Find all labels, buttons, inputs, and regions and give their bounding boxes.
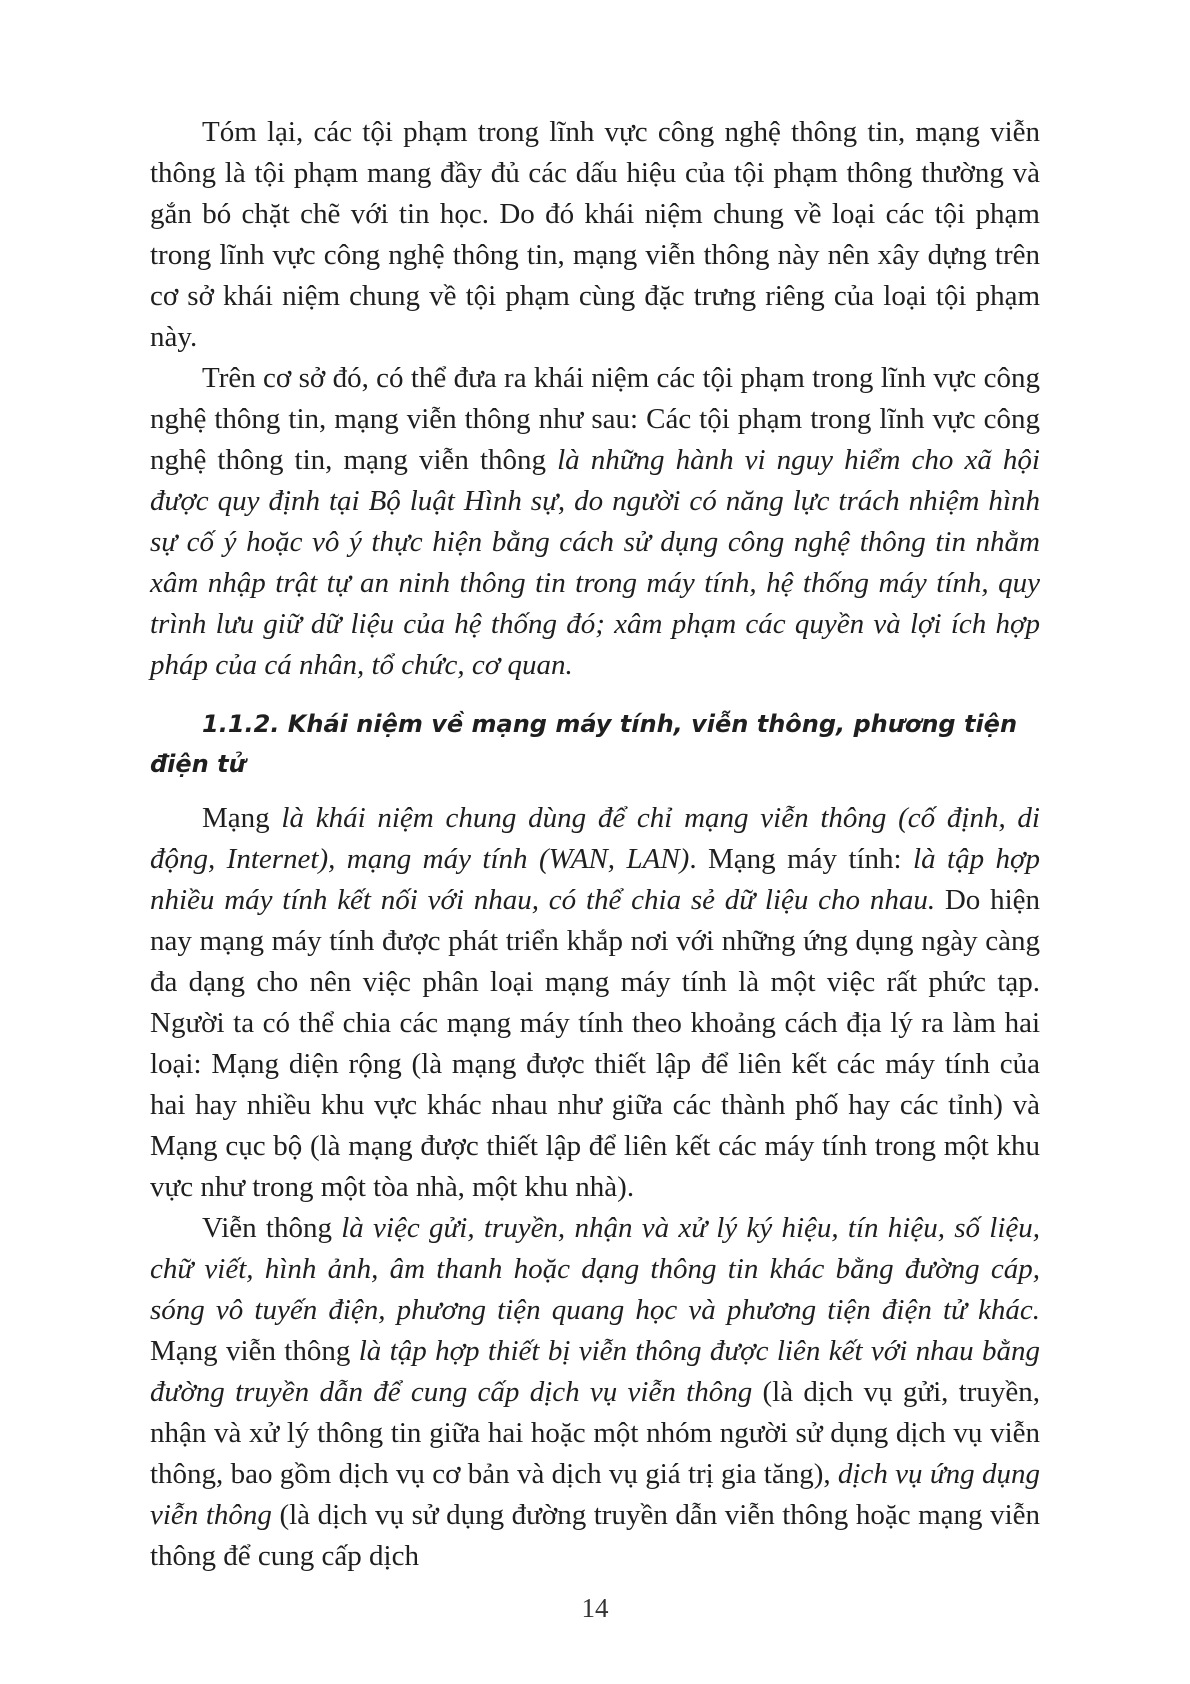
paragraph-network-text-3: Do hiện nay mạng máy tính được phát triển khắp nơi với những ứng dụng ngày càng đa dạng cho nên việc phân loại mạng máy tính là một việc rất phức tạp. Người ta có thể chia các mạng máy tính theo khoảng cách địa lý ra làm hai loại: Mạng diện rộng (là mạng được thiết lập để liên kết các máy tính của hai hay nhiều khu vực khác nhau như giữa các thành phố hay các tỉnh) và Mạng cục bộ (là mạng được thiết lập để liên kết các máy tính trong một khu vực như trong một tòa nhà, một khu nhà). [150,884,1041,1203]
paragraph-network-italic-1: là khái niệm chung dùng để chỉ mạng viễn thông (cố định, di động, Internet), mạng máy tính (WAN, LAN) [150,802,1040,875]
paragraph-telecom-italic-2: là tập hợp thiết bị viễn thông được liên kết với nhau bằng đường truyền dẫn để cung cấp dịch vụ viễn thông [150,1335,1040,1408]
section-heading: 1.1.2. Khái niệm về mạng máy tính, viễn thông, phương tiện điện tử [150,710,1018,778]
page-content [150,112,1040,1577]
paragraph-telecom-italic-1: là việc gửi, truyền, nhận và xử lý ký hiệu, tín hiệu, số liệu, chữ viết, hình ảnh, âm thanh hoặc dạng thông tin khác bằng đường cáp, sóng vô tuyến điện, phương tiện quang học và phương tiện điện tử khác. [150,1212,1041,1326]
paragraph-network [150,798,1040,1208]
paragraph-network-italic-2: là tập hợp nhiều máy tính kết nối với nhau, có thể chia sẻ dữ liệu cho nhau. [150,843,1040,916]
paragraph-definition-italic: là những hành vi nguy hiểm cho xã hội được quy định tại Bộ luật Hình sự, do người có năng lực trách nhiệm hình sự cố ý hoặc vô ý thực hiện bằng cách sử dụng công nghệ thông tin nhằm xâm nhập trật tự an ninh thông tin trong máy tính, hệ thống máy tính, quy trình lưu giữ dữ liệu của hệ thống đó; xâm phạm các quyền và lợi ích hợp pháp của cá nhân, tổ chức, cơ quan. [150,444,1040,681]
paragraph-telecom-text-4: (là dịch vụ sử dụng đường truyền dẫn viễn thông hoặc mạng viễn thông để cung cấp dịch [150,1499,1041,1572]
page-number: 14 [581,1593,609,1623]
paragraph-telecom-text-3: (là dịch vụ gửi, truyền, nhận và xử lý thông tin giữa hai hoặc một nhóm người sử dụng dịch vụ viễn thông, bao gồm dịch vụ cơ bản và dịch vụ giá trị gia tăng), [150,1376,1040,1490]
paragraph-summary [150,112,1040,358]
paragraph-telecom-text-1: Viễn thông [202,1212,342,1244]
paragraph-telecom-text-2: Mạng viễn thông [150,1335,359,1367]
paragraph-definition-text: Trên cơ sở đó, có thể đưa ra khái niệm các tội phạm trong lĩnh vực công nghệ thông tin, mạng viễn thông như sau: Các tội phạm trong lĩnh vực công nghệ thông tin, mạng viễn thông [150,362,1040,476]
paragraph-definition [150,358,1040,686]
paragraph-network-text-2: . Mạng máy tính: [689,843,914,875]
paragraph-network-text-1: Mạng [202,802,282,834]
paragraph-telecom [150,1208,1040,1577]
paragraph-summary-text: Tóm lại, các tội phạm trong lĩnh vực công nghệ thông tin, mạng viễn thông là tội phạm mang đầy đủ các dấu hiệu của tội phạm thông thường và gắn bó chặt chẽ với tin học. Do đó khái niệm chung về loại các tội phạm trong lĩnh vực công nghệ thông tin, mạng viễn thông này nên xây dựng trên cơ sở khái niệm chung về tội phạm cùng đặc trưng riêng của loại tội phạm này. [150,116,1040,353]
paragraph-telecom-italic-3: dịch vụ ứng dụng viễn thông [150,1458,1040,1531]
